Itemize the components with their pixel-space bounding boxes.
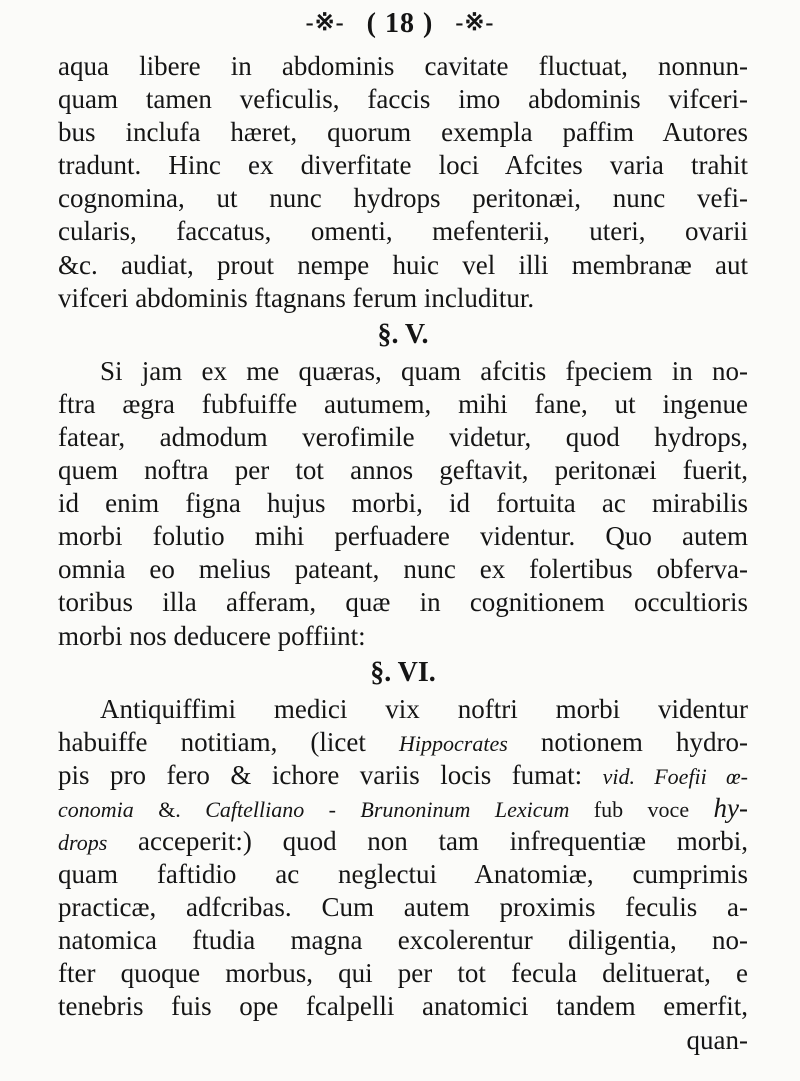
italic-term: drops (58, 829, 108, 855)
ornament-left-icon: -※- (305, 10, 345, 36)
text-line: quem noftra per tot annos geftavit, peritonæi fuerit, (58, 455, 748, 486)
text-line: cognomina, ut nunc hydrops peritonæi, nunc vefi- (58, 183, 748, 214)
text-line: fter quoque morbus, qui per tot fecula delituerat, e (58, 958, 748, 989)
text-body (58, 50, 748, 1057)
text-line (58, 726, 748, 759)
text-line: omnia eo melius pateant, nunc ex folertibus obferva- (58, 554, 748, 585)
text-line: Si jam ex me quæras, quam afcitis fpeciem in no- (100, 355, 748, 386)
text-line: aqua libere in abdominis cavitate fluctuat, nonnun- (58, 51, 748, 81)
text-line: Antiquiffimi medici vix noftri morbi videntur (100, 693, 748, 724)
italic-reference: conomia (58, 796, 134, 822)
italic-reference: vid. Foefii œ- (602, 763, 748, 789)
text-line: ftra ægra fubfuiffe autumem, mihi fane, ut ingenue (58, 388, 748, 419)
text-line: morbi nos deducere poffiint: (58, 620, 366, 651)
text-line (58, 825, 748, 858)
text-line: &c. audiat, prout nempe huic vel illi membranæ aut (58, 249, 748, 280)
text-line: tradunt. Hinc ex diverfitate loci Afcites varia trahit (58, 150, 748, 181)
text-line: vifceri abdominis ftagnans ferum includitur. (58, 282, 535, 313)
text-span: &. (133, 796, 206, 822)
text-line: cularis, faccatus, omenti, mefenterii, uteri, ovarii (58, 216, 748, 247)
text-span: notionem hydro- (507, 726, 748, 757)
text-line: quam faftidio ac neglectui Anatomiæ, cumprimis (58, 859, 748, 890)
section-heading-5: §. V. (377, 318, 429, 350)
text-line (58, 792, 748, 825)
ornament-right-icon: -※- (455, 10, 495, 36)
text-span: habuiffe notitiam, (licet (58, 726, 400, 757)
text-line: morbi folutio mihi perfuadere videntur. Quo autem (58, 521, 748, 552)
page-header (0, 8, 800, 40)
text-span: pis pro fero & ichore variis locis fumat: (58, 759, 603, 790)
catchword: quan- (686, 1024, 748, 1055)
italic-name: Hippocrates (399, 730, 508, 756)
text-line (58, 759, 748, 792)
text-line: fatear, admodum verofimile videtur, quod hydrops, (58, 421, 748, 452)
text-span: fub voce (569, 796, 714, 822)
text-line: toribus illa afferam, quæ in cognitionem occultioris (58, 587, 748, 618)
italic-term: hy- (713, 792, 748, 823)
text-line: tenebris fuis ope fcalpelli anatomici tandem emerfit, (58, 991, 748, 1022)
italic-reference: Caftelliano - Brunoninum Lexicum (205, 796, 570, 822)
text-line: id enim figna hujus morbi, id fortuita ac mirabilis (58, 488, 748, 519)
page-number: ( 18 ) (366, 8, 434, 39)
text-line: practicæ, adfcribas. Cum autem proximis feculis a- (58, 892, 748, 923)
section-heading-6: §. VI. (370, 656, 436, 688)
text-line: quam tamen veficulis, faccis imo abdominis vifceri- (58, 84, 748, 115)
text-line: bus inclufa hæret, quorum exempla paffim Autores (58, 117, 748, 148)
text-line: natomica ftudia magna excolerentur diligentia, no- (58, 925, 748, 956)
text-span: acceperit:) quod non tam infrequentiæ morbi, (107, 825, 748, 856)
